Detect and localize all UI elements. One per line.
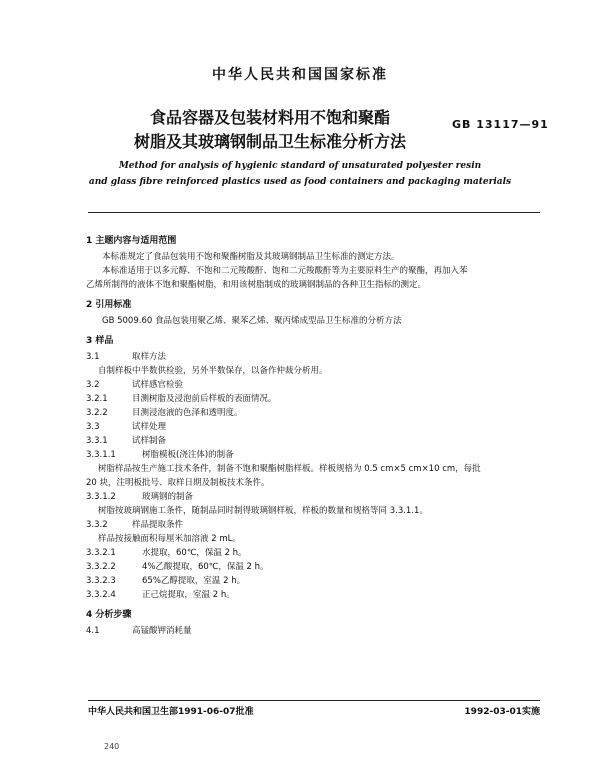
list-item xyxy=(86,490,542,504)
page-number: 240 xyxy=(104,742,120,751)
item-number: 3.3 xyxy=(86,422,100,432)
item-number: 3.2 xyxy=(86,380,100,390)
list-item xyxy=(86,448,542,462)
list-item xyxy=(86,560,542,574)
item-number: 3.2.1 xyxy=(86,394,108,404)
section-2-reference: GB 5009.60 食品包装用聚乙烯、聚苯乙烯、聚丙烯成型品卫生标准的分析方法 xyxy=(102,316,402,326)
list-item xyxy=(86,574,542,588)
item-text: 目测浸泡液的色泽和透明度。 xyxy=(132,408,243,418)
item-text: 玻璃钢的制备 xyxy=(142,492,194,502)
section-4-heading: 4 分析步骤 xyxy=(86,610,132,620)
english-title xyxy=(0,158,600,190)
list-item xyxy=(86,518,542,532)
english-title-line-1: Method for analysis of hygienic standard of unsaturated polyester resin xyxy=(118,161,482,171)
title-block xyxy=(120,106,420,154)
list-item xyxy=(86,406,542,420)
item-text: 目测树脂及浸泡前后样板的表面情况。 xyxy=(132,394,277,404)
section-1-paragraph-1: 本标准规定了食品包装用不饱和聚酯树脂及其玻璃钢制品卫生标准的测定方法。 xyxy=(102,252,400,262)
item-number: 4.1 xyxy=(86,626,100,636)
footer-divider xyxy=(88,700,540,701)
item-text: 样品提取条件 xyxy=(132,520,184,530)
item-number: 3.3.1.2 xyxy=(86,492,116,502)
list-item xyxy=(86,546,542,560)
list-item: 树脂样品按生产施工技术条件，制备不饱和聚酯树脂样板。样板规格为 0.5 cm×5 cm×10 cm，每批 xyxy=(98,464,481,474)
list-item xyxy=(86,420,542,434)
item-number: 3.3.2.4 xyxy=(86,590,116,600)
list-item: 自制样板中半数供检验，另外半数保存，以备作仲裁分析用。 xyxy=(98,366,328,376)
list-item: 样品按接触面积每厘米加溶液 2 mL。 xyxy=(98,534,241,544)
document-body xyxy=(86,230,542,638)
item-number: 3.3.1.1 xyxy=(86,450,116,460)
national-standard-header: 中华人民共和国国家标准 xyxy=(212,67,388,83)
list-item xyxy=(86,350,542,364)
approval-date: 中华人民共和国卫生部1991-06-07批准 xyxy=(88,707,254,717)
item-text: 试样处理 xyxy=(132,422,167,432)
item-number: 3.3.2.2 xyxy=(86,562,116,572)
standard-code: GB 13117—91 xyxy=(452,118,549,131)
item-text: 树脂模板(浇注体)的制备 xyxy=(142,450,234,460)
item-text: 水提取，60℃，保温 2 h。 xyxy=(142,548,247,558)
item-text: 试样感官检验 xyxy=(132,380,184,390)
item-number: 3.2.2 xyxy=(86,408,108,418)
section-1-heading: 1 主题内容与适用范围 xyxy=(86,236,177,246)
item-number: 3.3.2.3 xyxy=(86,576,116,586)
item-text: 取样方法 xyxy=(132,352,167,362)
implementation-date: 1992-03-01实施 xyxy=(464,707,540,717)
item-number: 3.3.2.1 xyxy=(86,548,116,558)
list-item xyxy=(86,588,542,602)
section-1-paragraph-2a: 本标准适用于以多元醇、不饱和二元羧酸酐、饱和二元羧酸酐等为主要原料生产的聚酯，再加入苯 xyxy=(102,266,468,276)
title-line-2: 树脂及其玻璃钢制品卫生标准分析方法 xyxy=(133,132,406,151)
item-text: 4%乙酸提取，60℃，保温 2 h。 xyxy=(142,562,269,572)
list-item xyxy=(86,624,542,638)
section-1-paragraph-2b: 乙烯所制得的液体不饱和聚酯树脂，和用该树脂制成的玻璃钢制品的各种卫生指标的测定。 xyxy=(86,280,427,290)
item-number: 3.3.1 xyxy=(86,436,108,446)
section-3-heading: 3 样品 xyxy=(86,336,114,346)
item-number: 3.1 xyxy=(86,352,100,362)
list-item xyxy=(86,392,542,406)
title-line-1: 食品容器及包装材料用不饱和聚酯 xyxy=(149,108,390,127)
section-2-heading: 2 引用标准 xyxy=(86,300,132,310)
list-item: 20 块，注明板批号、取样日期及制板技术条件。 xyxy=(86,478,270,488)
english-title-line-2: and glass fibre reinforced plastics used as food containers and packaging materials xyxy=(88,177,512,187)
list-item xyxy=(86,434,542,448)
item-text: 正己烷提取，室温 2 h。 xyxy=(142,590,235,600)
list-item xyxy=(86,378,542,392)
item-text: 65%乙醇提取，室温 2 h。 xyxy=(142,576,246,586)
item-number: 3.3.2 xyxy=(86,520,108,530)
item-text: 试样制备 xyxy=(132,436,167,446)
item-text: 高锰酸钾消耗量 xyxy=(132,626,192,636)
top-divider xyxy=(88,212,540,213)
list-item: 树脂按玻璃钢施工条件，随制品同时制得玻璃钢样板，样板的数量和规格等同 3.3.1.1。 xyxy=(98,506,428,516)
